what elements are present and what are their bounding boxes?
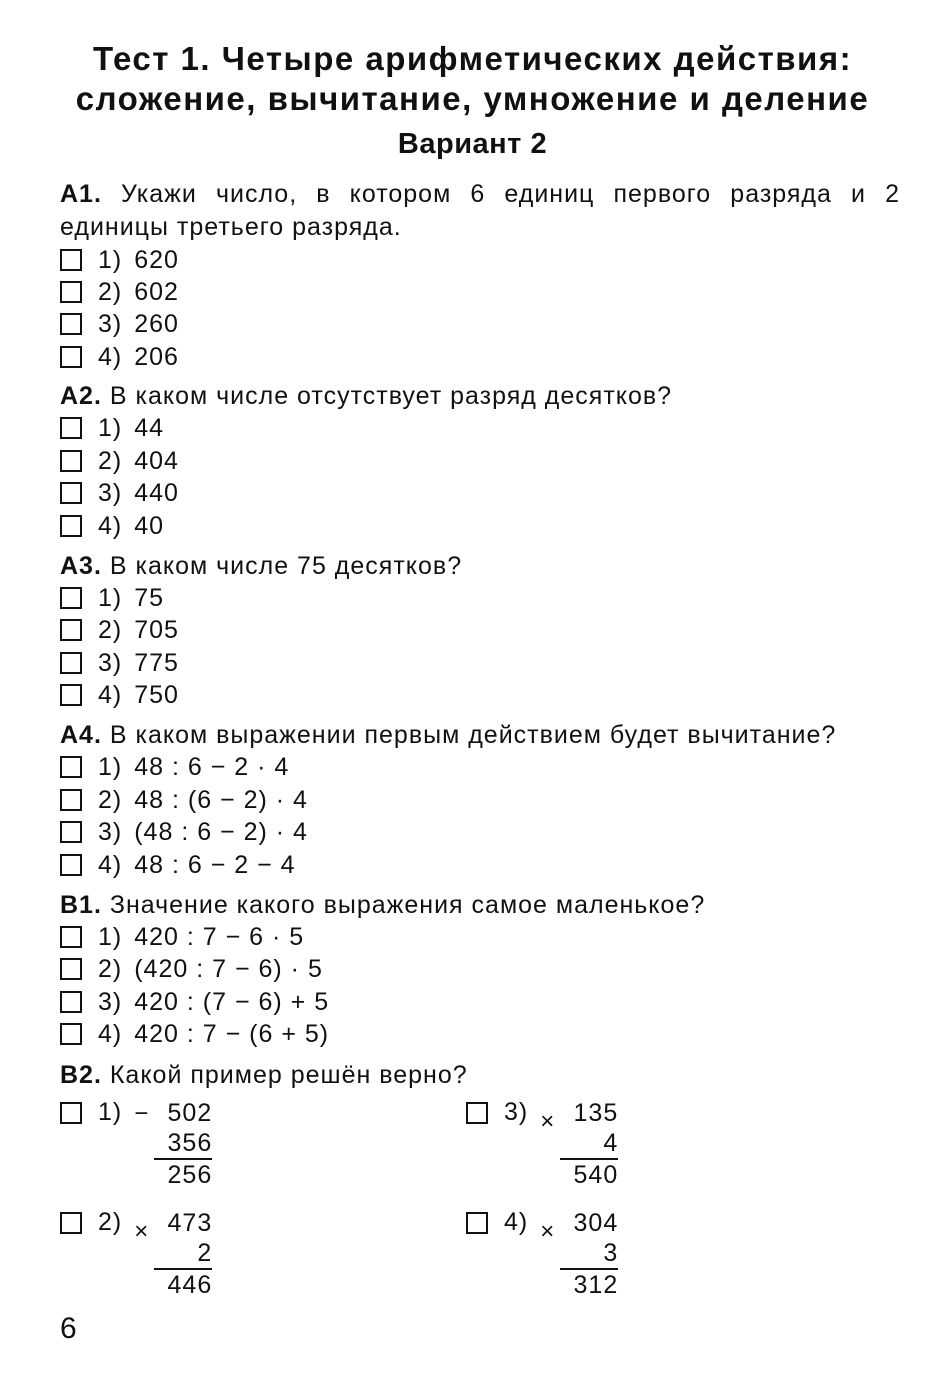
question-text: В каком числе отсутствует разряд десятков? [109,382,673,410]
a3-option-3[interactable]: 3) 775 [60,648,179,678]
answer-checkbox[interactable] [60,684,82,706]
a4-option-3[interactable]: 3) (48 : 6 − 2) · 4 [60,817,308,847]
question-number: А3. [60,552,102,580]
b2-option-4[interactable]: 4) × 304 3 312 [466,1208,630,1308]
a3-option-4[interactable]: 4) 750 [60,680,179,710]
b1-option-3[interactable]: 3) 420 : (7 − 6) + 5 [60,987,329,1017]
question-text: Значение какого выражения самое маленькое? [109,891,706,919]
question-a2 [60,380,900,413]
answer-checkbox[interactable] [60,652,82,674]
question-number: В1. [60,891,102,919]
page-number: 6 [60,1312,77,1345]
a2-option-1[interactable]: 1) 44 [60,413,164,443]
answer-checkbox[interactable] [60,821,82,843]
answer-checkbox[interactable] [60,619,82,641]
question-text: Укажи число, в котором 6 единиц первого разряда и 2 единицы третьего разряда. [60,180,900,241]
a4-option-1[interactable]: 1) 48 : 6 − 2 · 4 [60,752,289,782]
answer-checkbox[interactable] [60,991,82,1013]
answer-checkbox[interactable] [60,346,82,368]
answer-checkbox[interactable] [60,515,82,537]
answer-checkbox[interactable] [60,756,82,778]
a2-option-4[interactable]: 4) 40 [60,511,164,541]
answer-checkbox[interactable] [60,926,82,948]
test-title-line1: Тест 1. Четыре арифметических действия: [92,40,853,77]
question-text: В каком числе 75 десятков? [109,552,463,580]
a2-option-2[interactable]: 2) 404 [60,446,179,476]
column-subtraction: − 502 356 256 [134,1099,213,1189]
answer-checkbox[interactable] [60,450,82,472]
answer-checkbox[interactable] [466,1212,488,1234]
column-multiplication: × 304 3 312 [540,1209,619,1299]
a3-option-2[interactable]: 2) 705 [60,615,179,645]
question-a3 [60,550,900,583]
answer-checkbox[interactable] [60,789,82,811]
column-multiplication: × 135 4 540 [540,1099,619,1189]
question-number: А4. [60,721,102,749]
answer-checkbox[interactable] [466,1102,488,1124]
answer-checkbox[interactable] [60,1023,82,1045]
question-text: В каком выражении первым действием будет вычитание? [109,721,837,749]
answer-checkbox[interactable] [60,587,82,609]
question-b2 [60,1059,900,1092]
question-a1 [60,178,900,244]
test-title-line2: сложение, вычитание, умножение и деление [75,80,870,117]
answer-checkbox[interactable] [60,482,82,504]
answer-checkbox[interactable] [60,1212,82,1234]
b1-option-2[interactable]: 2) (420 : 7 − 6) · 5 [60,954,323,984]
b2-option-3[interactable]: 3) × 135 4 540 [466,1098,630,1198]
answer-checkbox[interactable] [60,281,82,303]
question-b1 [60,889,900,922]
a1-option-4[interactable]: 4) 206 [60,342,179,372]
answer-checkbox[interactable] [60,417,82,439]
a3-option-1[interactable]: 1) 75 [60,583,164,613]
b2-option-1[interactable]: 1) − 502 356 256 [60,1098,224,1198]
answer-checkbox[interactable] [60,313,82,335]
answer-checkbox[interactable] [60,249,82,271]
answer-checkbox[interactable] [60,1102,82,1124]
b2-option-2[interactable]: 2) × 473 2 446 [60,1208,224,1308]
question-number: А1. [60,180,102,208]
a4-option-4[interactable]: 4) 48 : 6 − 2 − 4 [60,850,296,880]
column-multiplication: × 473 2 446 [134,1209,213,1299]
a1-option-2[interactable]: 2) 602 [60,277,179,307]
question-a4 [60,719,900,752]
b1-option-4[interactable]: 4) 420 : 7 − (6 + 5) [60,1019,329,1049]
a2-option-3[interactable]: 3) 440 [60,478,179,508]
question-number: В2. [60,1061,102,1089]
b1-option-1[interactable]: 1) 420 : 7 − 6 · 5 [60,922,304,952]
a1-option-3[interactable]: 3) 260 [60,309,179,339]
question-text: Какой пример решён верно? [109,1061,468,1089]
answer-checkbox[interactable] [60,958,82,980]
a4-option-2[interactable]: 2) 48 : (6 − 2) · 4 [60,785,308,815]
a1-option-1[interactable]: 1) 620 [60,245,179,275]
variant-heading: Вариант 2 [397,128,548,160]
question-number: А2. [60,382,102,410]
answer-checkbox[interactable] [60,854,82,876]
